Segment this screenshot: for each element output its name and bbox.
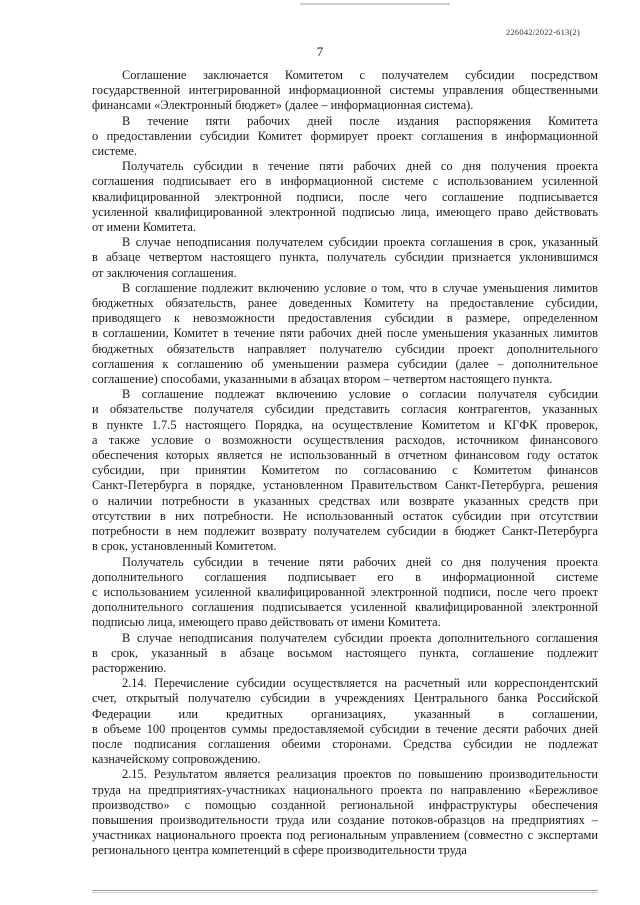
scan-artifact-bottom <box>92 890 598 891</box>
scan-artifact-bottom-2 <box>92 892 598 893</box>
text-line: подписью лица, имеющего право действовать от имени Комитета. <box>92 615 441 630</box>
text-line: а также условие о возможности осуществления расходов, источником финансового <box>92 432 598 447</box>
text-line: системе. <box>92 144 137 159</box>
text-line: 2.14. Перечисление субсидии осуществляется на расчетный или корреспондентский <box>122 676 598 691</box>
document-body <box>92 68 598 859</box>
text-line: в пункте 1.7.5 настоящего Порядка, на осуществление Комитетом и КГФК проверок, <box>92 417 598 432</box>
text-line: соглашения к соглашению об уменьшении размера субсидии (далее – дополнительное <box>92 356 598 371</box>
text-line: В случае неподписания получателем субсидии проекта дополнительного соглашения <box>122 630 598 645</box>
text-line: финансами «Электронный бюджет» (далее – информационная система). <box>92 98 474 113</box>
text-line: с использованием усиленной квалифицированной электронной подписи, после чего проект <box>92 584 598 599</box>
text-line: потребности в нем подлежит возврату получателем субсидии в бюджет Санкт-Петербурга <box>92 524 598 539</box>
text-line: и обязательстве получателя субсидии представить согласия контрагентов, указанных <box>92 402 598 417</box>
text-line: в срок, указанный в абзаце восьмом настоящего пункта, соглашение подлежит <box>92 645 598 660</box>
paragraph <box>92 767 598 858</box>
paragraph <box>92 676 598 767</box>
text-line: Санкт-Петербурга в порядке, установленном Правительством Санкт-Петербурга, решения <box>92 478 598 493</box>
text-line: в соглашении, Комитет в течение пяти рабочих дней после уменьшения указанных лимитов <box>92 326 598 341</box>
text-line: бюджетных обязательств, ранее доведенных Комитету на предоставление субсидии, <box>92 296 598 311</box>
text-line: соглашение) способами, указанными в абзацах втором – четвертом настоящего пункта. <box>92 372 553 387</box>
text-line: квалифицированной электронной подписи, после чего соглашение подписывается <box>92 189 598 204</box>
text-line: производство» с помощью созданной региональной инфраструктуры обеспечения <box>92 797 598 812</box>
text-line: в абзаце четвертом настоящего пункта, получатель субсидии признается уклонившимся <box>92 250 598 265</box>
text-line: дополнительного соглашения подписывает его в информационной системе <box>92 569 598 584</box>
text-line: от заключения соглашения. <box>92 265 237 280</box>
text-line: Федерации или кредитных организациях, указанный в соглашении, <box>92 706 598 721</box>
paragraph <box>92 555 598 631</box>
text-line: в объеме 100 процентов суммы предоставляемой субсидии в течение десяти рабочих дней <box>92 721 598 736</box>
paragraph <box>92 159 598 235</box>
text-line: обеспечения которых является не использованный в отчетном финансовом году остаток <box>92 448 598 463</box>
text-line: усиленной квалифицированной электронной подписью лица, имеющего право действовать <box>92 204 598 219</box>
text-line: субсидии, при принятии Комитетом по согласованию с Комитетом финансов <box>92 463 598 478</box>
text-line: в срок, установленный Комитетом. <box>92 539 277 554</box>
text-line: повышения производительности труда или создание потоков-образцов на предприятиях – <box>92 812 598 827</box>
text-line: отсутствии в них потребности. Не использованный остаток субсидии при отсутствии <box>92 508 598 523</box>
paragraph <box>92 281 598 387</box>
text-line: соглашения подписывает его в информационной системе с использованием усиленной <box>92 174 598 189</box>
text-line: Получатель субсидии в течение пяти рабочих дней со дня получения проекта <box>122 159 598 174</box>
text-line: труда на предприятиях-участниках национального проекта по направлению «Бережливое <box>92 782 598 797</box>
text-line: расторжению. <box>92 660 167 675</box>
text-line: Получатель субсидии в течение пяти рабочих дней со дня получения проекта <box>122 554 598 569</box>
text-line: дополнительного соглашения подписывается усиленной квалифицированной электронной <box>92 600 598 615</box>
text-line: участниках национального проекта под региональным управлением (совместно с экспертами <box>92 828 598 843</box>
text-line: В случае неподписания получателем субсидии проекта соглашения в срок, указанный <box>122 235 598 250</box>
paragraph <box>92 68 598 114</box>
text-line: Соглашение заключается Комитетом с получателем субсидии посредством <box>122 68 598 82</box>
text-line: счет, открытый получателю субсидии в учреждениях Центрального банка Российской <box>92 691 598 706</box>
paragraph <box>92 114 598 160</box>
text-line: В соглашение подлежат включению условие о согласии получателя субсидии <box>122 387 598 402</box>
text-line: 2.15. Результатом является реализация проектов по повышению производительности <box>122 767 598 782</box>
text-line: бюджетных обязательств направляет получателю субсидии проект дополнительного <box>92 341 598 356</box>
text-line: казначейскому сопровождению. <box>92 752 261 767</box>
page-number: 7 <box>316 44 324 59</box>
paragraph <box>92 631 598 677</box>
paragraph <box>92 387 598 554</box>
text-line: приводящего к невозможности предоставления субсидии в размере, определенном <box>92 311 598 326</box>
text-line: государственной интегрированной информационной системы управления общественными <box>92 83 598 98</box>
text-line: о наличии потребности в указанных средствах или возврате указанных средств при <box>92 493 598 508</box>
scan-artifact-top <box>300 3 450 5</box>
text-line: В течение пяти рабочих дней после издания распоряжения Комитета <box>122 113 598 128</box>
document-number: 226042/2022-613(2) <box>506 27 580 37</box>
text-line: регионального центра компетенций в сфере производительности труда <box>92 843 467 858</box>
text-line: В соглашение подлежит включению условие о том, что в случае уменьшения лимитов <box>122 280 598 295</box>
text-line: после подписания соглашения обеими сторонами. Средства субсидии не подлежат <box>92 736 598 751</box>
text-line: от имени Комитета. <box>92 220 197 235</box>
paragraph <box>92 235 598 281</box>
text-line: о предоставлении субсидии Комитет формирует проект соглашения в информационной <box>92 128 598 143</box>
